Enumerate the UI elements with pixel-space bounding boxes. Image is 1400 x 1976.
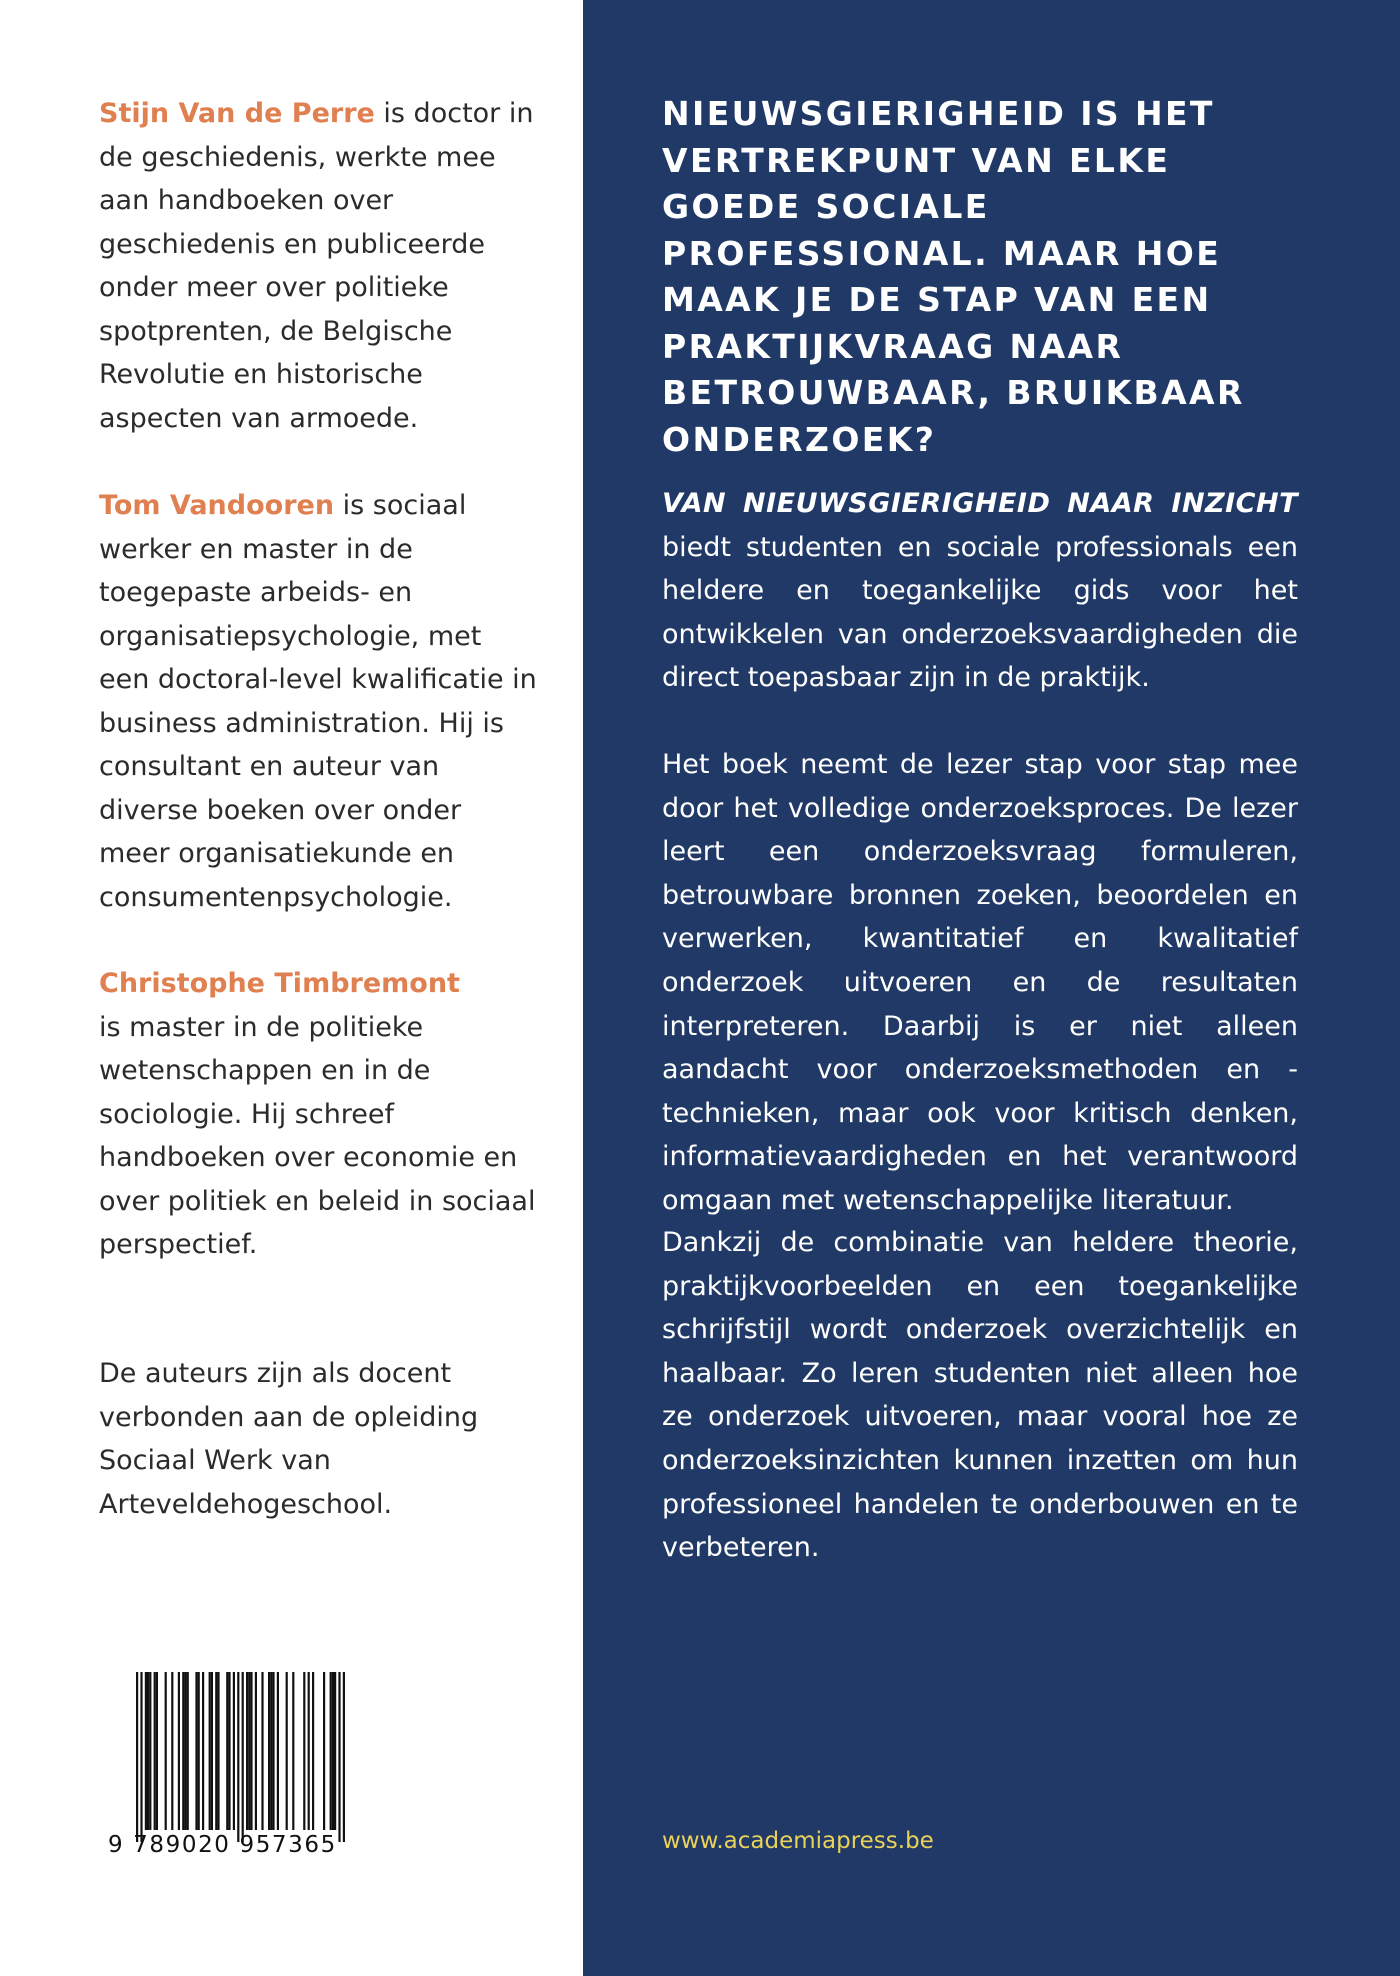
description-paragraph-1 — [662, 482, 1298, 700]
barcode-bar — [145, 1672, 147, 1830]
author-name-1: Stijn Van de Perre — [99, 98, 375, 129]
barcode-bar — [272, 1672, 274, 1830]
barcode-bar — [233, 1672, 235, 1830]
barcode-bar — [182, 1672, 184, 1830]
author-name-2: Tom Vandooren — [99, 490, 335, 521]
barcode-bar — [323, 1672, 325, 1830]
publisher-website: www.academiapress.be — [662, 1828, 934, 1854]
barcode-bar — [211, 1672, 213, 1830]
author-bio-text-2: is sociaal werker en master in de toegepaste arbeids- en organisatiepsychologie, met een doctoral-level kwalificatie in business administration. Hij is consultant en auteur van diverse boeken over onder meer organisatiekunde en consumentenpsychologie. — [99, 490, 537, 913]
barcode-bar — [268, 1672, 270, 1830]
book-title: VAN NIEUWSGIERIGHEID NAAR INZICHT — [662, 488, 1298, 519]
barcode-bar — [187, 1672, 189, 1830]
barcode-bar — [184, 1672, 186, 1830]
barcode-bar — [226, 1672, 228, 1830]
isbn-barcode — [108, 1672, 348, 1864]
barcode-bar — [140, 1672, 142, 1842]
barcode-bar — [248, 1672, 250, 1830]
description-intro-text: biedt studenten en sociale professionals een heldere en toegankelijke gids voor het ontwikkelen van onderzoeksvaardigheden die direct toepasbaar zijn in de praktijk. — [662, 531, 1298, 694]
barcode-bar — [338, 1672, 340, 1842]
barcode-bar — [334, 1672, 336, 1830]
barcode-bar — [242, 1672, 244, 1842]
barcode-bar — [330, 1672, 332, 1830]
barcode-bar — [154, 1672, 156, 1830]
barcode-bar — [178, 1672, 180, 1830]
barcode-bar — [228, 1672, 230, 1830]
barcode-bar — [165, 1672, 167, 1830]
barcode-bar — [202, 1672, 204, 1830]
isbn-digits: 9 789020 957365 — [108, 1832, 337, 1858]
back-cover-headline: NIEUWSGIERIGHEID IS HET VERTREKPUNT VAN ELKE GOEDE SOCIALE PROFESSIONAL. MAAR HOE MAAK JE DE STAP VAN EEN PRAKTIJKVRAAG NAAR BETROUWBAAR, BRUIKBAAR ONDERZOEK? — [662, 94, 1245, 459]
barcode-bar — [209, 1672, 211, 1830]
barcode-bar — [312, 1672, 314, 1830]
barcode-bar — [217, 1672, 219, 1830]
description-paragraph-3: Dankzij de combinatie van heldere theorie, praktijkvoorbeelden en een toegankelijke schrijfstijl wordt onderzoek overzichtelijk en haalbaar. Zo leren studenten niet alleen hoe ze onderzoek uitvoeren, maar vooral hoe ze onderzoeksinzichten kunnen inzetten om hun professioneel handelen te onderbouwen en te verbeteren. — [662, 1227, 1298, 1564]
description-paragraph-2: Het boek neemt de lezer stap voor stap mee door het volledige onderzoeksproces. De lezer leert een onderzoeksvraag formuleren, betrouwbare bronnen zoeken, beoordelen en verwerken, kwantitatief en kwalitatief onderzoek uitvoeren en de resultaten interpreteren. Daarbij is er niet alleen aandacht voor onderzoeksmethoden en -technieken, maar ook voor kritisch denken, informatievaardigheden en het verantwoord omgaan met wetenschappelijke literatuur. — [662, 749, 1298, 1216]
author-affiliation: De auteurs zijn als docent verbonden aan de opleiding Sociaal Werk van Arteveldehogeschool. — [99, 1358, 479, 1520]
barcode-bar — [255, 1672, 257, 1830]
barcode-bar — [215, 1672, 217, 1830]
barcode-bar — [198, 1672, 200, 1830]
author-name-3: Christophe Timbremont — [99, 968, 460, 999]
barcode-bar — [308, 1672, 310, 1830]
barcode-bar — [286, 1672, 288, 1830]
author-bio-1 — [99, 92, 539, 440]
barcode-bar — [343, 1672, 345, 1842]
barcode-bar — [147, 1672, 149, 1830]
barcode-bar — [292, 1672, 294, 1830]
barcode-bar — [237, 1672, 239, 1842]
barcode-bar — [149, 1672, 151, 1830]
barcode-bar — [195, 1672, 197, 1830]
barcode-bar — [332, 1672, 334, 1830]
author-bio-text-3: is master in de politieke wetenschappen en in de sociologie. Hij schreef handboeken over economie en over politiek en beleid in sociaal perspectief. — [99, 1011, 536, 1260]
author-bio-2 — [99, 484, 539, 919]
barcode-bar — [261, 1672, 263, 1830]
barcode-bar — [277, 1672, 279, 1830]
barcode-bar — [246, 1672, 248, 1830]
barcode-bar — [270, 1672, 272, 1830]
barcode-bar — [303, 1672, 305, 1830]
barcode-bar — [171, 1672, 173, 1830]
author-bio-3 — [99, 962, 539, 1267]
author-bio-text-1: is doctor in de geschiedenis, werkte mee aan handboeken over geschiedenis en publiceerde onder meer over politieke spotprenten, de Belgische Revolutie en historische aspecten van armoede. — [99, 98, 534, 434]
barcode-bar — [136, 1672, 138, 1842]
barcode-bar — [250, 1672, 252, 1830]
barcode-bar — [156, 1672, 158, 1830]
